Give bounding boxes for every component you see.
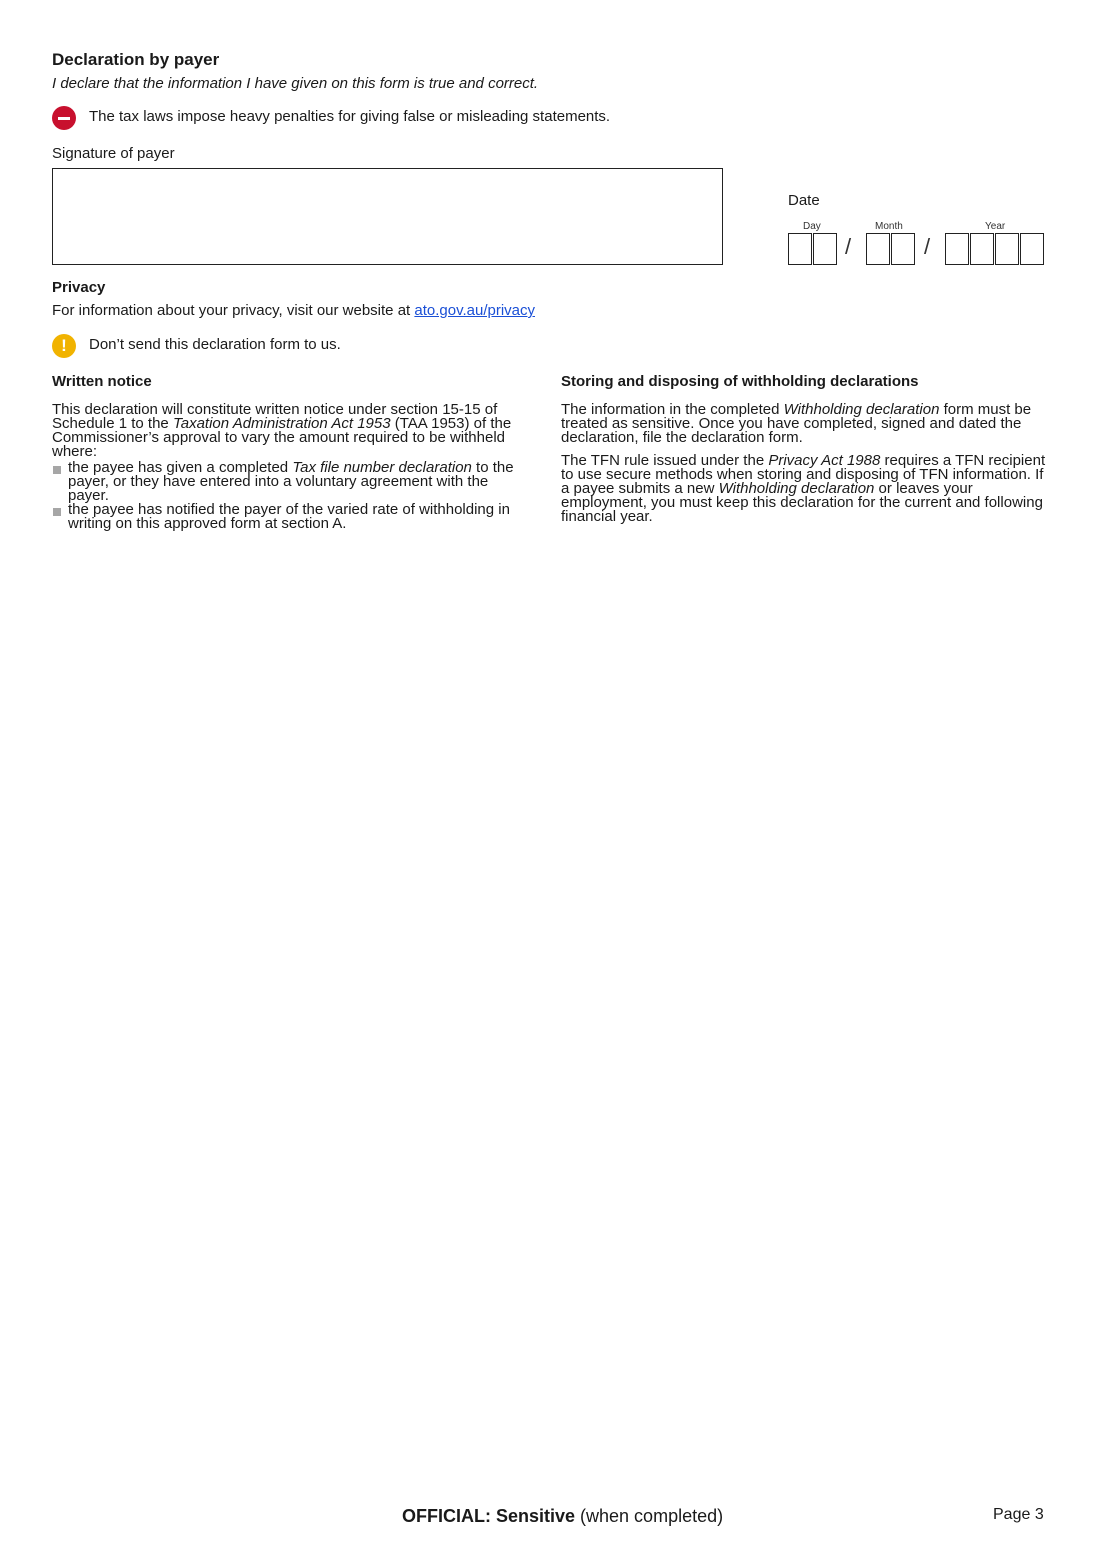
bullet-text-2: to the payer, or they have entered into a voluntary agreement with the payer. (68, 459, 514, 504)
privacy-heading: Privacy (52, 279, 106, 296)
date-day-digit-2[interactable] (813, 233, 837, 265)
penalty-notice: The tax laws impose heavy penalties for giving false or misleading statements. (89, 108, 611, 125)
date-year-digit-1[interactable] (945, 233, 969, 265)
date-day-digit-1[interactable] (788, 233, 812, 265)
intro-text: This declaration will constitute written notice under section 15-15 of Schedule 1 to the (52, 401, 498, 432)
storing-body (561, 403, 1049, 533)
privacy-text (52, 302, 535, 320)
warning-icon: ! (52, 334, 76, 358)
p2-italic: Privacy Act 1988 (768, 452, 881, 469)
p2-text-3: or leaves your employment, you must keep this declaration for the current and following financial year. (561, 480, 1043, 525)
bullet-italic-text: Tax file number declaration (292, 459, 472, 476)
signature-label: Signature of payer (52, 145, 175, 162)
intro-text-2: (TAA 1953) of the Commissioner’s approval to vary the amount required to be withheld where: (52, 415, 512, 460)
p2-text-2: requires a TFN recipient to use secure methods when storing and disposing of TFN information. If a payee submits a new (561, 452, 1046, 497)
p2-italic-2: Withholding declaration (718, 480, 875, 497)
storing-heading: Storing and disposing of withholding declarations (561, 373, 919, 390)
list-item (52, 503, 532, 531)
intro-act-name: Taxation Administration Act 1953 (172, 415, 391, 432)
privacy-link[interactable]: ato.gov.au/privacy (414, 302, 535, 319)
p1-text: The information in the completed (561, 401, 784, 418)
privacy-text-content: For information about your privacy, visit our website at (52, 302, 415, 319)
date-day-label: Day (803, 221, 821, 232)
date-month-label: Month (875, 221, 903, 232)
bullet-square-icon (53, 466, 61, 474)
bullet-square-icon (53, 508, 61, 516)
date-year-digit-3[interactable] (995, 233, 1019, 265)
footer-classification (402, 1506, 723, 1527)
date-year-label: Year (985, 221, 1006, 232)
p1-italic: Withholding declaration (783, 401, 940, 418)
stop-icon (52, 106, 76, 130)
list-item (52, 461, 532, 503)
storing-paragraph-2 (561, 454, 1049, 524)
declaration-statement: I declare that the information I have given on this form is true and correct. (52, 75, 539, 92)
written-notice-intro (52, 403, 532, 459)
storing-paragraph-1 (561, 403, 1049, 445)
bullet-text: the payee has notified the payer of the varied rate of withholding in writing on this approved form at section A. (68, 501, 510, 532)
signature-field[interactable] (52, 168, 723, 265)
p2-text: The TFN rule issued under the (561, 452, 769, 469)
classification-bold: OFFICIAL: Sensitive (402, 1506, 576, 1526)
date-label: Date (788, 192, 820, 209)
date-year-digit-4[interactable] (1020, 233, 1044, 265)
p1-text-2: form must be treated as sensitive. Once you have completed, signed and dated the declaration, file the declaration form. (561, 401, 1032, 446)
declaration-heading: Declaration by payer (52, 50, 220, 69)
written-notice-heading: Written notice (52, 373, 152, 390)
date-month-digit-1[interactable] (866, 233, 890, 265)
date-separator: / (924, 234, 931, 259)
date-year-digit-2[interactable] (970, 233, 994, 265)
classification-rest: (when completed) (575, 1506, 724, 1526)
page-number: Page 3 (993, 1506, 1044, 1523)
bullet-text: the payee has given a completed (68, 459, 293, 476)
privacy-warning: Don’t send this declaration form to us. (89, 336, 341, 353)
written-notice-body (52, 403, 532, 531)
date-separator: / (845, 234, 852, 259)
date-month-digit-2[interactable] (891, 233, 915, 265)
